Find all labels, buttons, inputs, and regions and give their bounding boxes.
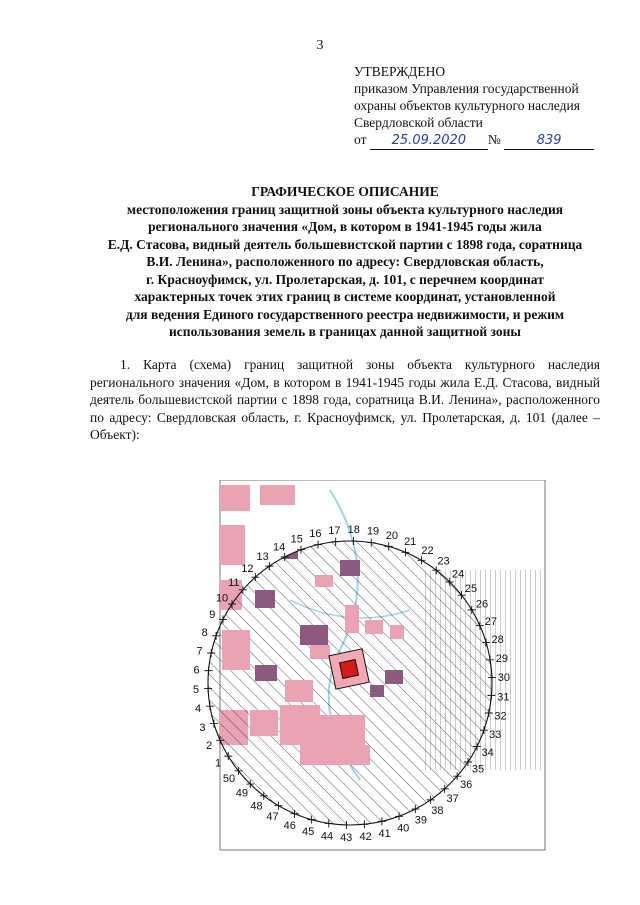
- boundary-point-label: 6: [193, 664, 200, 677]
- boundary-point-label: 2: [206, 740, 213, 753]
- boundary-point-label: 37: [446, 792, 459, 805]
- number-label: №: [487, 132, 501, 147]
- paragraph-1: 1. Карта (схема) границ защитной зоны объекта культурного наследия регионального значения «Дом, в котором в 1941-1945 годы жила Е.Д. Стасова, видный деятель большевистской партии с 1898 года, соратница В.И. Ленина», расположенного по адресу: Свердловская область, г. Красноуфимск, ул. Пролетарская, д. 101 (далее – Объект):: [90, 357, 600, 442]
- heading-line-8: для ведения Единого государственного реестра недвижимости, и режим: [125, 306, 565, 322]
- boundary-point-label: 9: [209, 609, 216, 621]
- building: [340, 560, 360, 576]
- page-number: 3: [316, 38, 324, 53]
- boundary-point-label: 24: [451, 568, 465, 581]
- boundary-point-label: 29: [495, 652, 509, 665]
- heading-line-9: использования земель в границах данной защитной зоны: [169, 324, 521, 339]
- approval-block: [354, 63, 594, 150]
- building: [285, 680, 313, 702]
- boundary-point-label: 44: [320, 830, 334, 843]
- boundary-point-label: 28: [491, 634, 504, 646]
- building: [260, 485, 295, 505]
- boundary-point-label: 19: [366, 525, 380, 538]
- heading-line-5: В.И. Ленина», расположенного по адресу: Свердловская область,: [146, 254, 544, 269]
- approval-line-1: приказом Управления государственной: [354, 81, 579, 96]
- building: [385, 670, 403, 684]
- boundary-point-label: 8: [201, 626, 208, 639]
- boundary-point-label: 48: [250, 800, 263, 813]
- building: [255, 665, 277, 681]
- boundary-point-label: 34: [481, 747, 494, 759]
- boundary-point-label: 42: [359, 831, 372, 844]
- building: [300, 745, 370, 765]
- approval-number: 839: [504, 132, 594, 150]
- building: [310, 645, 330, 659]
- boundary-point-label: 27: [484, 615, 498, 628]
- building: [390, 625, 404, 639]
- boundary-point-label: 7: [196, 645, 203, 658]
- from-label: от: [354, 132, 367, 147]
- building: [370, 685, 384, 697]
- boundary-point-label: 47: [266, 811, 279, 824]
- boundary-point-label: 12: [241, 563, 254, 576]
- boundary-point-label: 25: [464, 582, 478, 595]
- boundary-point-label: 11: [228, 577, 240, 589]
- boundary-point-label: 41: [378, 828, 391, 841]
- building: [365, 620, 383, 634]
- approval-line-2: охраны объектов культурного наследия: [354, 98, 580, 113]
- building: [315, 715, 365, 745]
- approval-date-line: [354, 131, 594, 150]
- boundary-point-label: 38: [431, 804, 444, 817]
- boundary-point-label: 21: [404, 536, 417, 549]
- boundary-point-label: 13: [256, 551, 269, 564]
- boundary-point-label: 32: [494, 710, 507, 723]
- building: [345, 605, 359, 633]
- boundary-point-label: 20: [385, 529, 399, 542]
- approval-line-3: Свердловской области: [354, 115, 483, 130]
- boundary-point-label: 40: [397, 822, 410, 835]
- document-heading: [60, 183, 630, 341]
- building: [315, 575, 333, 587]
- boundary-point-label: 36: [460, 779, 473, 791]
- heading-line-2: местоположения границ защитной зоны объекта культурного наследия: [126, 201, 564, 217]
- boundary-point-label: 26: [475, 598, 489, 611]
- protected-object: [340, 660, 359, 679]
- boundary-point-label: 4: [195, 703, 202, 716]
- building: [300, 625, 328, 645]
- building: [222, 630, 250, 670]
- boundary-point-label: 46: [283, 819, 296, 832]
- boundary-point-label: 23: [437, 555, 450, 568]
- boundary-point-label: 17: [328, 524, 341, 537]
- boundary-point-label: 5: [193, 683, 200, 696]
- building: [280, 705, 320, 745]
- approval-date: 25.09.2020: [370, 132, 488, 150]
- boundary-point-label: 30: [497, 672, 511, 685]
- boundary-point-label: 31: [497, 691, 510, 704]
- heading-line-1: ГРАФИЧЕСКОЕ ОПИСАНИЕ: [251, 184, 439, 199]
- boundary-point-label: 22: [421, 544, 434, 557]
- heading-line-6: г. Красноуфимск, ул. Пролетарская, д. 101, с перечнем координат: [146, 271, 544, 287]
- zone-map: [180, 480, 560, 860]
- boundary-point-label: 50: [222, 773, 236, 786]
- boundary-point-label: 49: [235, 787, 249, 800]
- boundary-point-label: 10: [215, 592, 229, 605]
- boundary-point-label: 35: [471, 763, 485, 776]
- boundary-point-label: 33: [489, 729, 502, 742]
- boundary-point-label: 16: [309, 527, 322, 540]
- boundary-point-label: 3: [199, 722, 206, 734]
- heading-line-3: регионального значения «Дом, в котором в 1941-1945 годы жила: [148, 219, 542, 234]
- approval-title: УТВЕРЖДЕНО: [354, 64, 446, 79]
- building: [220, 485, 250, 511]
- heading-line-7: характерных точек этих границ в системе координат, установленной: [134, 289, 556, 304]
- boundary-point-label: 18: [347, 524, 360, 536]
- boundary-point-label: 14: [272, 541, 286, 554]
- building: [250, 710, 278, 736]
- boundary-point-label: 15: [290, 533, 303, 546]
- boundary-point-label: 45: [301, 826, 315, 839]
- boundary-point-label: 39: [414, 814, 428, 827]
- heading-line-4: Е.Д. Стасова, видный деятель большевистской партии с 1898 года, соратница: [107, 236, 583, 252]
- boundary-point-label: 43: [340, 832, 353, 844]
- building: [220, 525, 245, 565]
- building: [255, 590, 275, 608]
- boundary-point-label: 1: [214, 757, 222, 770]
